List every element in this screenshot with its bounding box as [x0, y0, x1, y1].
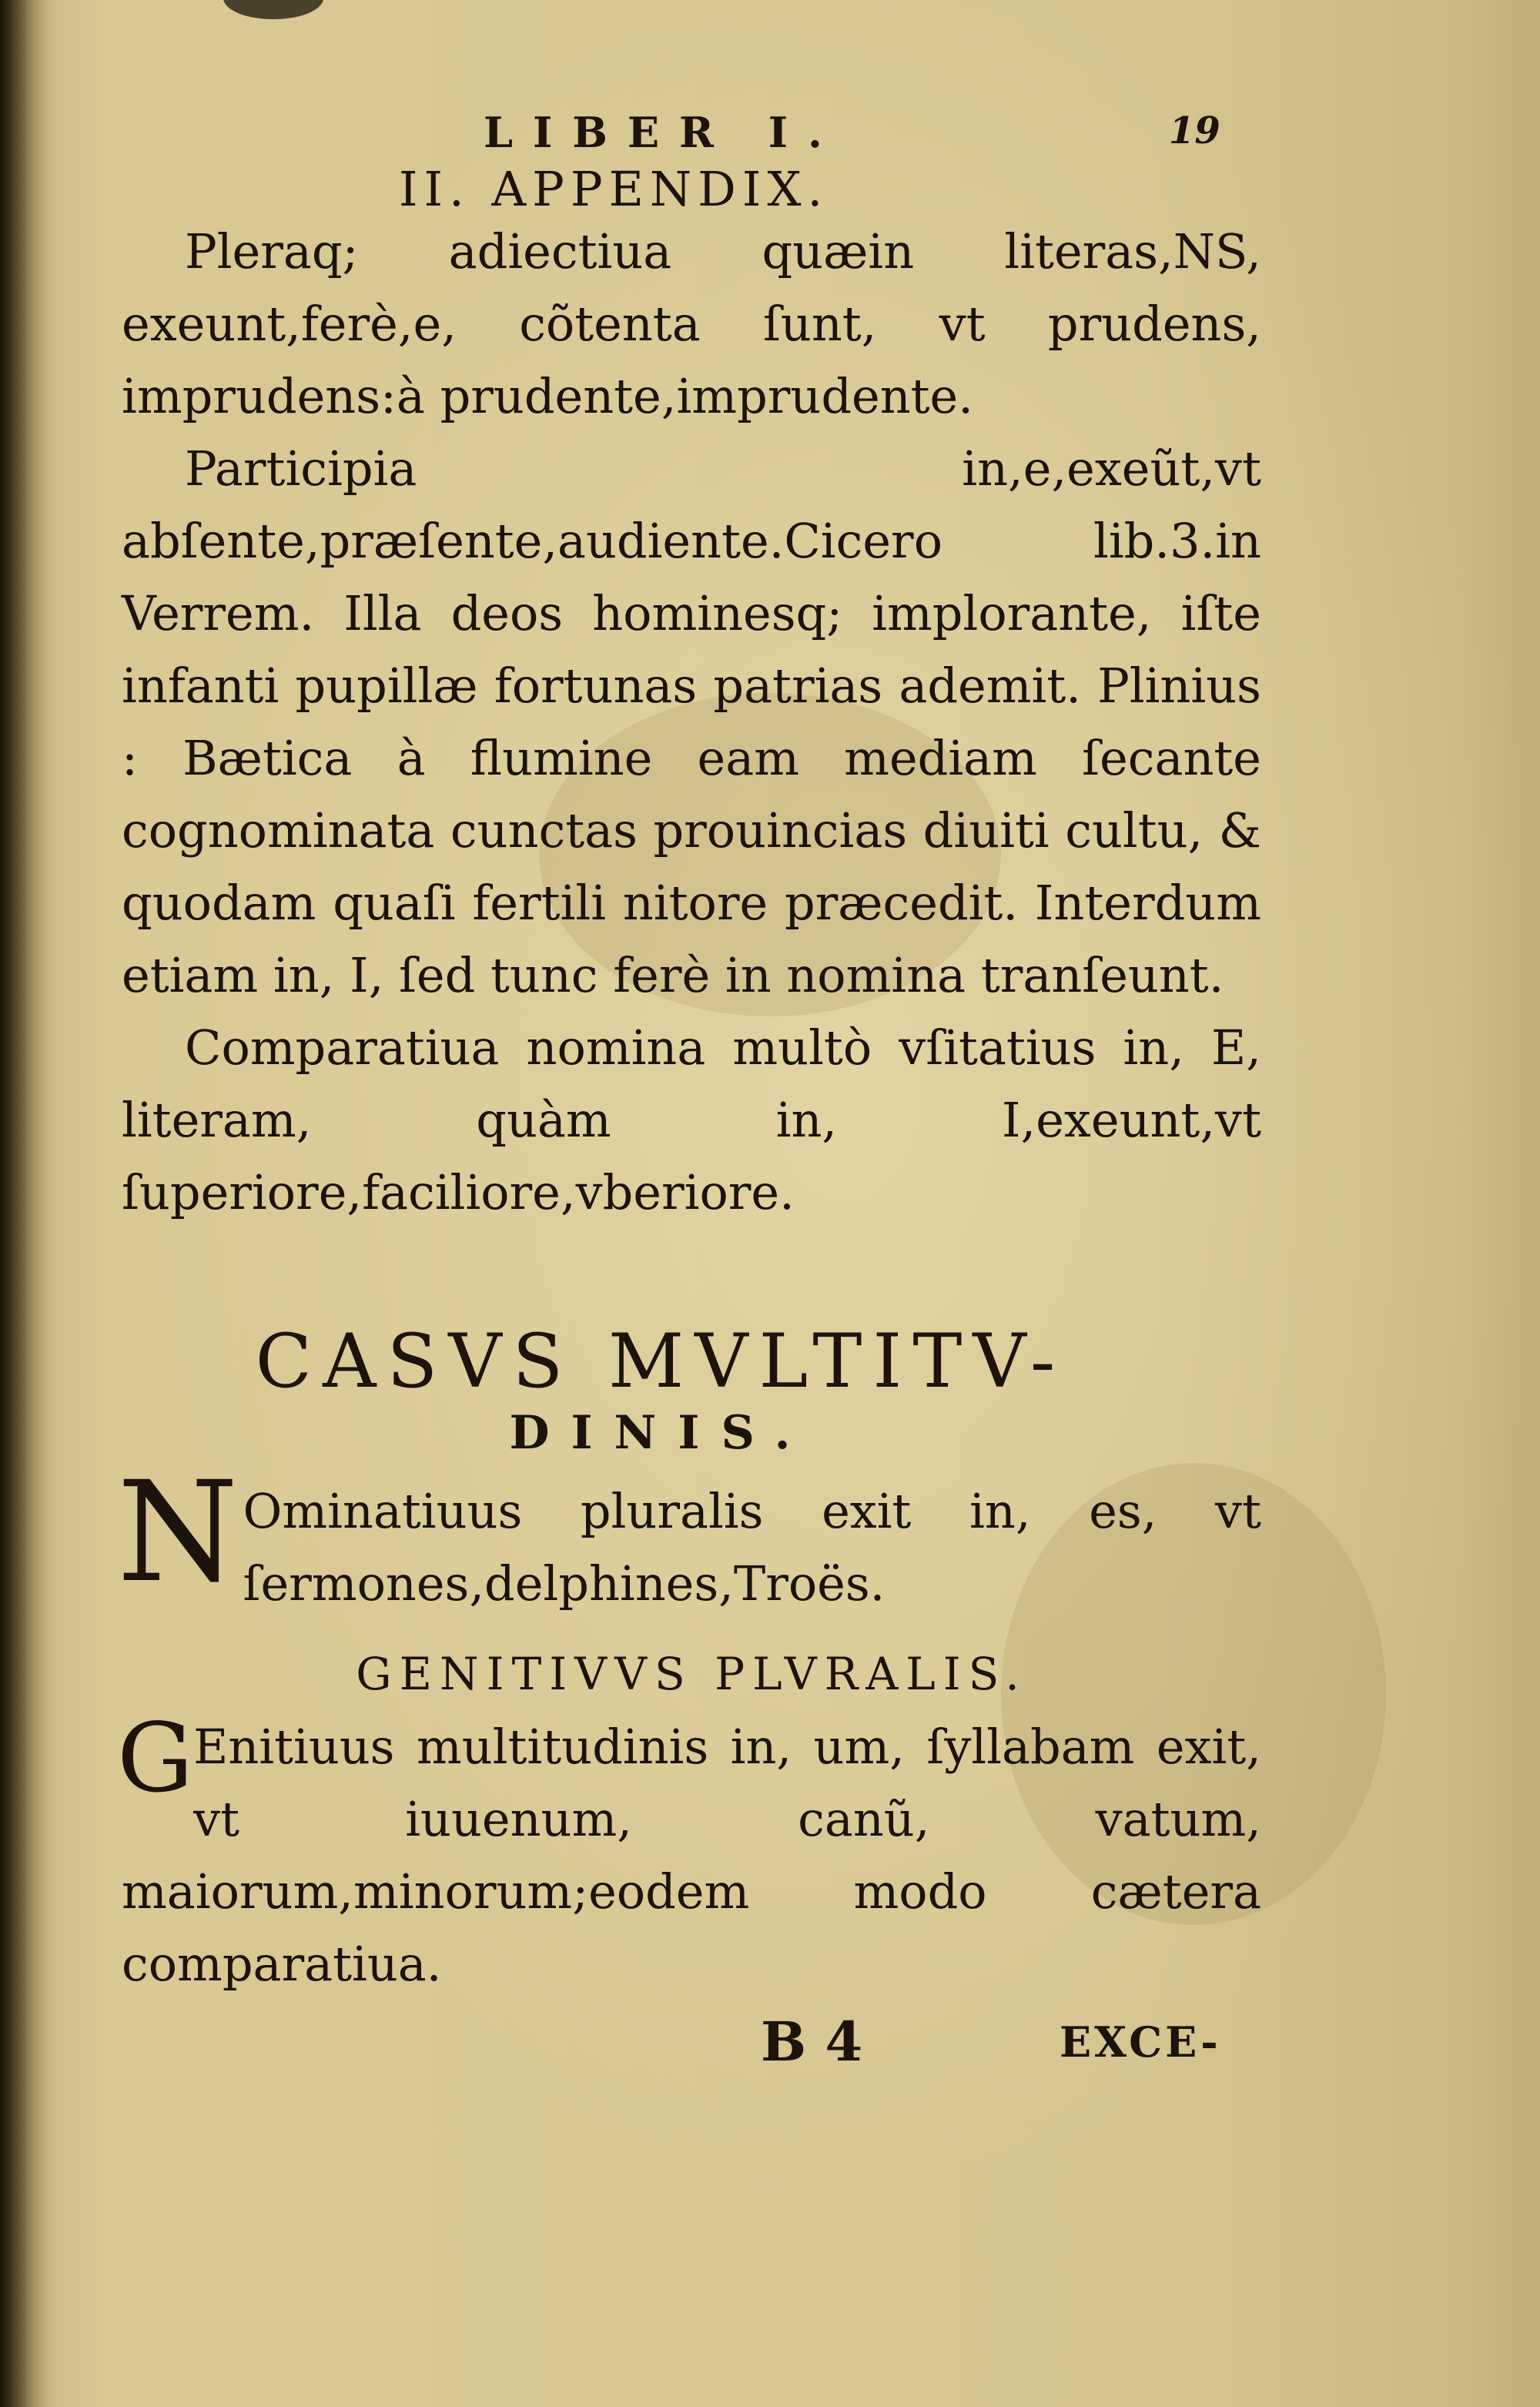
drop-capital-n: N: [117, 1451, 239, 1613]
paragraph-nominativus: [117, 1451, 1261, 1620]
section-subtitle-dinis: DINIS.: [509, 1405, 812, 1460]
section-title-casus: CASVS MVLTITV-: [255, 1318, 1066, 1405]
ink-blot: [223, 0, 323, 19]
genitivus-text: Enitiuus multitudinis in, um, ſyllabam exit, vt iuuenum, canũ, vatum, maiorum,minorum;eodem modo cætera comparatiua.: [122, 1718, 1261, 1992]
signature-mark: B 4: [761, 2009, 863, 2074]
paragraph-adiectiua: Pleraq; adiectiua quæin literas,NS, exeunt,ferè,e, cõtenta ſunt, vt prudens, imprudens:à prudente,imprudente.: [122, 223, 1261, 425]
catchword: EXCE-: [1060, 2017, 1221, 2067]
drop-capital-g: G: [117, 1702, 194, 1814]
paragraph-genitivus: [117, 1702, 1261, 2000]
genitivus-heading: GENITIVVS PLVRALIS.: [356, 1647, 1027, 1700]
page-number: 19: [1169, 109, 1220, 152]
nominativus-text: Ominatiuus pluralis exit in, es, vt ſermones,delphines,Troës.: [243, 1482, 1261, 1612]
paragraph-participia: Participia in,e,exeũt,vt abſente,præſente,audiente.Cicero lib.3.in Verrem. Illa deos hominesq; implorante, iſte infanti pupillæ fortunas patrias ademit. Plinius : Bætica à flumine eam mediam ſecante cognominata cunctas prouincias diuiti cultu, & quodam quaſi fertili nitore præcedit. Interdum etiam in, I, ſed tunc ferè in nomina tranſeunt.: [122, 440, 1261, 1004]
running-head: [122, 108, 1261, 169]
paragraph-comparatiua: Comparatiua nomina multò vſitatius in, E, literam, quàm in, I,exeunt,vt ſuperiore,faciliore,vberiore.: [122, 1019, 1261, 1221]
running-title: LIBER I.: [484, 108, 842, 157]
appendix-heading: II. APPENDIX.: [399, 161, 829, 217]
spine-shadow: [0, 0, 46, 2407]
text-block: [117, 108, 1261, 2087]
page-footer: [122, 2010, 1261, 2087]
